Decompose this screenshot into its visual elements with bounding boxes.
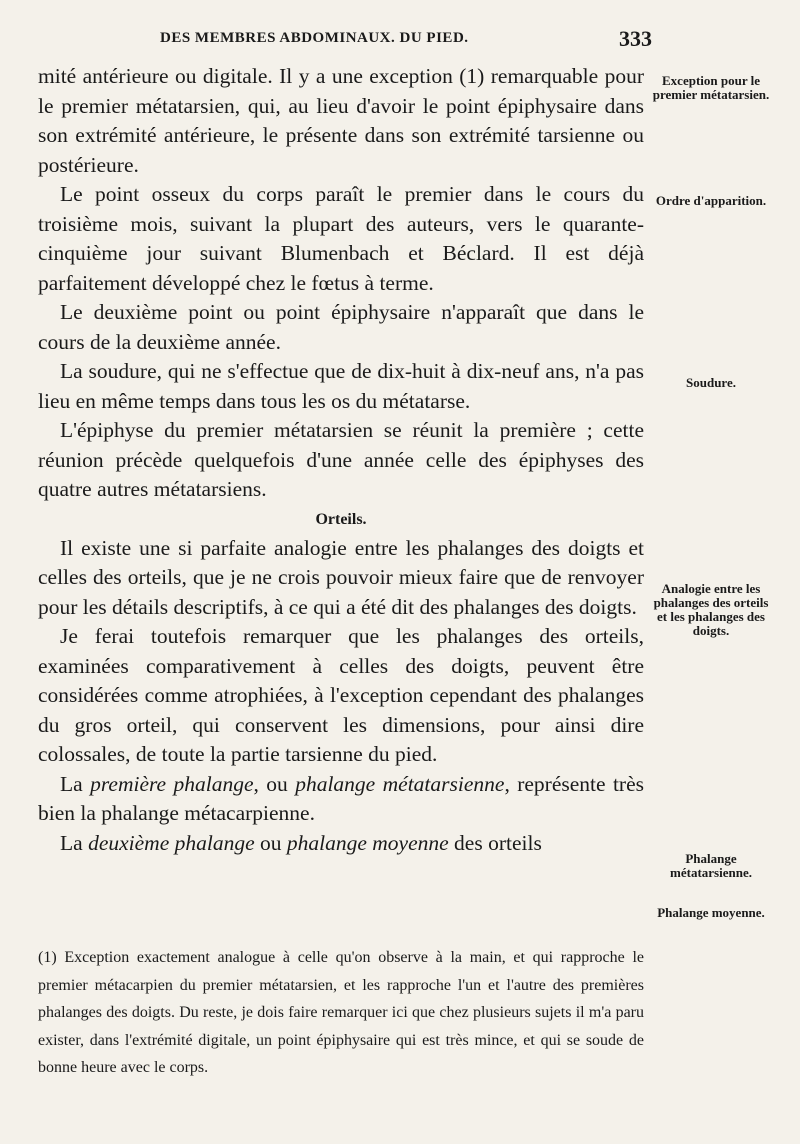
- text-run: ou: [254, 830, 287, 855]
- paragraph: [38, 770, 644, 829]
- margin-note: Soudure.: [686, 375, 736, 390]
- margin-note: Ordre d'apparition.: [655, 193, 767, 208]
- page-number: 333: [619, 26, 652, 51]
- text-run: , ou: [253, 771, 296, 796]
- italic-term: deuxième phalange: [88, 830, 255, 855]
- paragraph: mité antérieure ou digitale. Il y a une exception (1) remarquable pour le premier métatarsien, qui, au lieu d'avoir le point épiphysaire dans son extrémité antérieure, le présente dans son extrémité tarsienne ou postérieure.: [38, 64, 644, 177]
- margin-note: Phalange métatarsienne.: [670, 851, 752, 880]
- text-run: des orteils: [448, 830, 542, 855]
- margin-note: Phalange moyenne.: [657, 905, 765, 920]
- italic-term: première phalange: [90, 771, 254, 796]
- paragraph: La soudure, qui ne s'effectue que de dix-huit à dix-neuf ans, n'a pas lieu en même temps dans tous les os du métatarse.: [38, 359, 644, 413]
- paragraph: Le point osseux du corps paraît le premier dans le cours du troisième mois, suivant la plupart des auteurs, vers le quarante-cinquième jour suivant Blumenbach et Béclard. Il est déjà parfaitement développé chez le fœtus à terme.: [38, 182, 644, 295]
- margin-note: Analogie entre les phalanges des orteils et les phalanges des doigts.: [653, 581, 769, 638]
- italic-term: phalange moyenne: [286, 830, 449, 855]
- paragraph: Le deuxième point ou point épiphysaire n'apparaît que dans le cours de la deuxième année.: [38, 300, 644, 354]
- running-title: DES MEMBRES ABDOMINAUX. DU PIED.: [160, 30, 469, 46]
- footnote-text: (1) Exception exactement analogue à celle qu'on observe à la main, et qui rapproche le premier métacarpien du premier métatarsien, et les rapproche l'un et l'autre des premières phalanges des doigts. Du reste, je dois faire remarquer ici que chez plusieurs sujets il m'a paru exister, dans l'extrémité digitale, un point épiphysaire qui est très mince, et qui se soude de bonne heure avec le corps.: [38, 949, 644, 1076]
- paragraph: [38, 829, 644, 859]
- text-run: La: [60, 830, 89, 855]
- footnote: [38, 944, 644, 1082]
- text-run: , représente très bien la phalange métacarpienne.: [38, 771, 644, 825]
- margin-note: Exception pour le premier métatarsien.: [652, 73, 770, 102]
- paragraph: L'épiphyse du premier métatarsien se réunit la première ; cette réunion précède quelquefois d'une année celle des épiphyses des quatre autres métatarsiens.: [38, 418, 644, 501]
- running-header: [160, 26, 652, 54]
- section-heading: Orteils.: [315, 510, 367, 528]
- paragraph: Il existe une si parfaite analogie entre les phalanges des doigts et celles des orteils, que je ne crois pouvoir mieux faire que de renvoyer pour les détails descriptifs, à ce qui a été dit des phalanges des doigts.: [38, 535, 644, 619]
- body-text: [38, 62, 644, 858]
- text-run: La: [60, 771, 91, 796]
- paragraph: Je ferai toutefois remarquer que les phalanges des orteils, examinées comparativement à celles des doigts, peuvent être considérées comme atrophiées, à l'exception cependant des phalanges du gros orteil, qui conservent les dimensions, pour ainsi dire colossales, de toute la partie tarsienne du pied.: [38, 624, 644, 766]
- italic-term: phalange métatarsienne: [295, 771, 505, 796]
